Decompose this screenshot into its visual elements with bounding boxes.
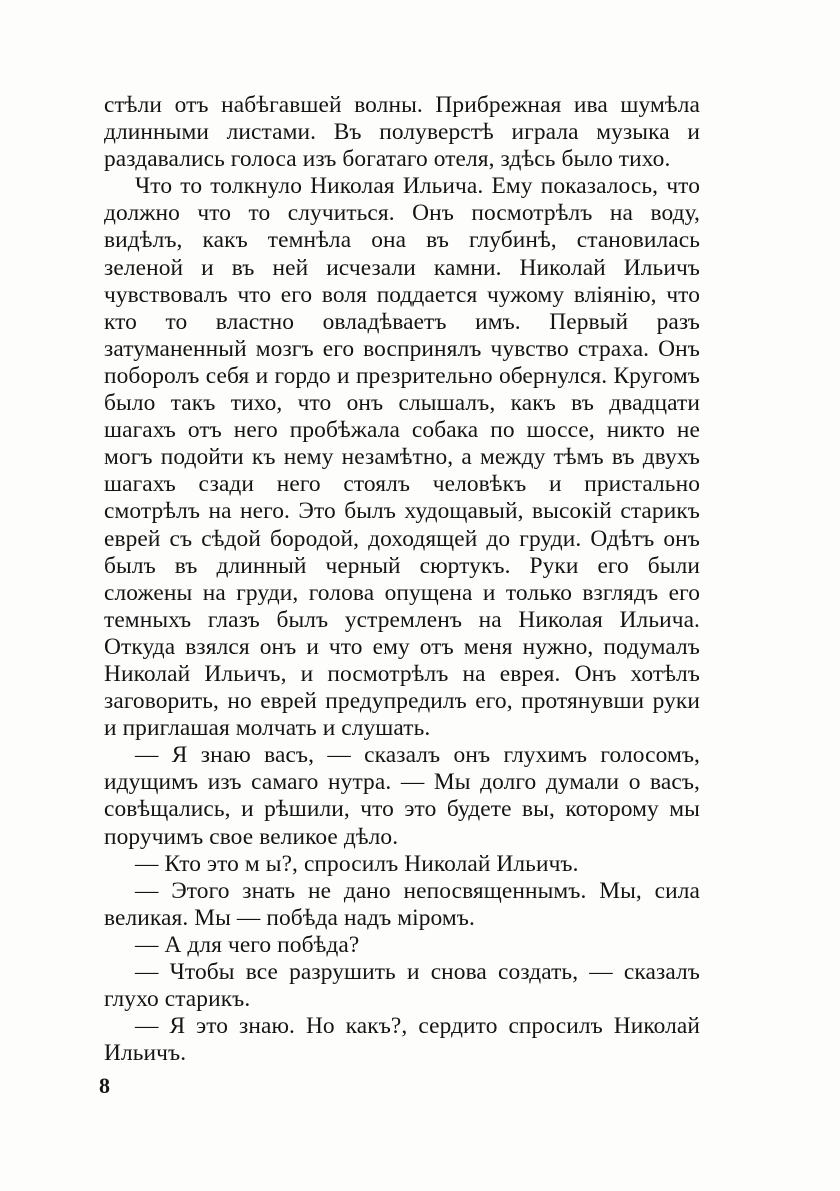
- paragraph-2: Что то толкнуло Николая Ильича. Ему показалось, что должно что то случиться. Онъ посмотрѣлъ на воду, видѣлъ, какъ темнѣла она въ глубинѣ, становилась зеленой и въ ней исчезали камни. Николай Ильичъ чувствовалъ что его воля поддается чужому вліянію, что кто то властно овладѣваетъ имъ. Первый разъ затуманенный мозгъ его воспринялъ чувство страха. Онъ поборолъ себя и гордо и презрительно обернулся. Кругомъ было такъ тихо, что онъ слышалъ, какъ въ двадцати шагахъ отъ него пробѣжала собака по шоссе, никто не могъ подойти къ нему незамѣтно, а между тѣмъ въ двухъ шагахъ сзади него стоялъ человѣкъ и пристально смотрѣлъ на него. Это былъ худощавый, высокій старикъ еврей съ сѣдой бородой, доходящей до груди. Одѣтъ онъ былъ въ длинный черный сюртукъ. Руки его были сложены на груди, голова опущена и только взглядъ его темныхъ глазъ былъ устремленъ на Николая Ильича. Откуда взялся онъ и что ему отъ меня нужно, подумалъ Николай Ильичъ, и посмотрѣлъ на еврея. Онъ хотѣлъ заговорить, но еврей предупредилъ его, протянувши руки и приглашая молчать и слушать.: [104, 173, 700, 742]
- paragraph-1: стѣли отъ набѣгавшей волны. Прибрежная ива шумѣла длинными листами. Въ полуверстѣ играла музыка и раздавались голоса изъ богатаго отеля, здѣсь было тихо.: [104, 92, 700, 173]
- body-text: [104, 92, 700, 1067]
- paragraph-3: — Я знаю васъ, — сказалъ онъ глухимъ голосомъ, идущимъ изъ самаго нутра. — Мы долго думали о васъ, совѣщались, и рѣшили, что это будете вы, которому мы поручимъ свое великое дѣло.: [104, 742, 700, 850]
- page-number: 8: [99, 1073, 110, 1098]
- paragraph-6: — А для чего побѣда?: [135, 931, 360, 958]
- paragraph-8: — Я это знаю. Но какъ?, сердито спросилъ Николай Ильичъ.: [104, 1013, 700, 1067]
- paragraph-5: — Этого знать не дано непосвященнымъ. Мы, сила великая. Мы — побѣда надъ міромъ.: [104, 877, 700, 931]
- paragraph-7: — Чтобы все разрушить и снова создать, — сказалъ глухо старикъ.: [104, 959, 700, 1013]
- paragraph-4: — Кто это м ы?, спросилъ Николай Ильичъ.: [135, 850, 579, 877]
